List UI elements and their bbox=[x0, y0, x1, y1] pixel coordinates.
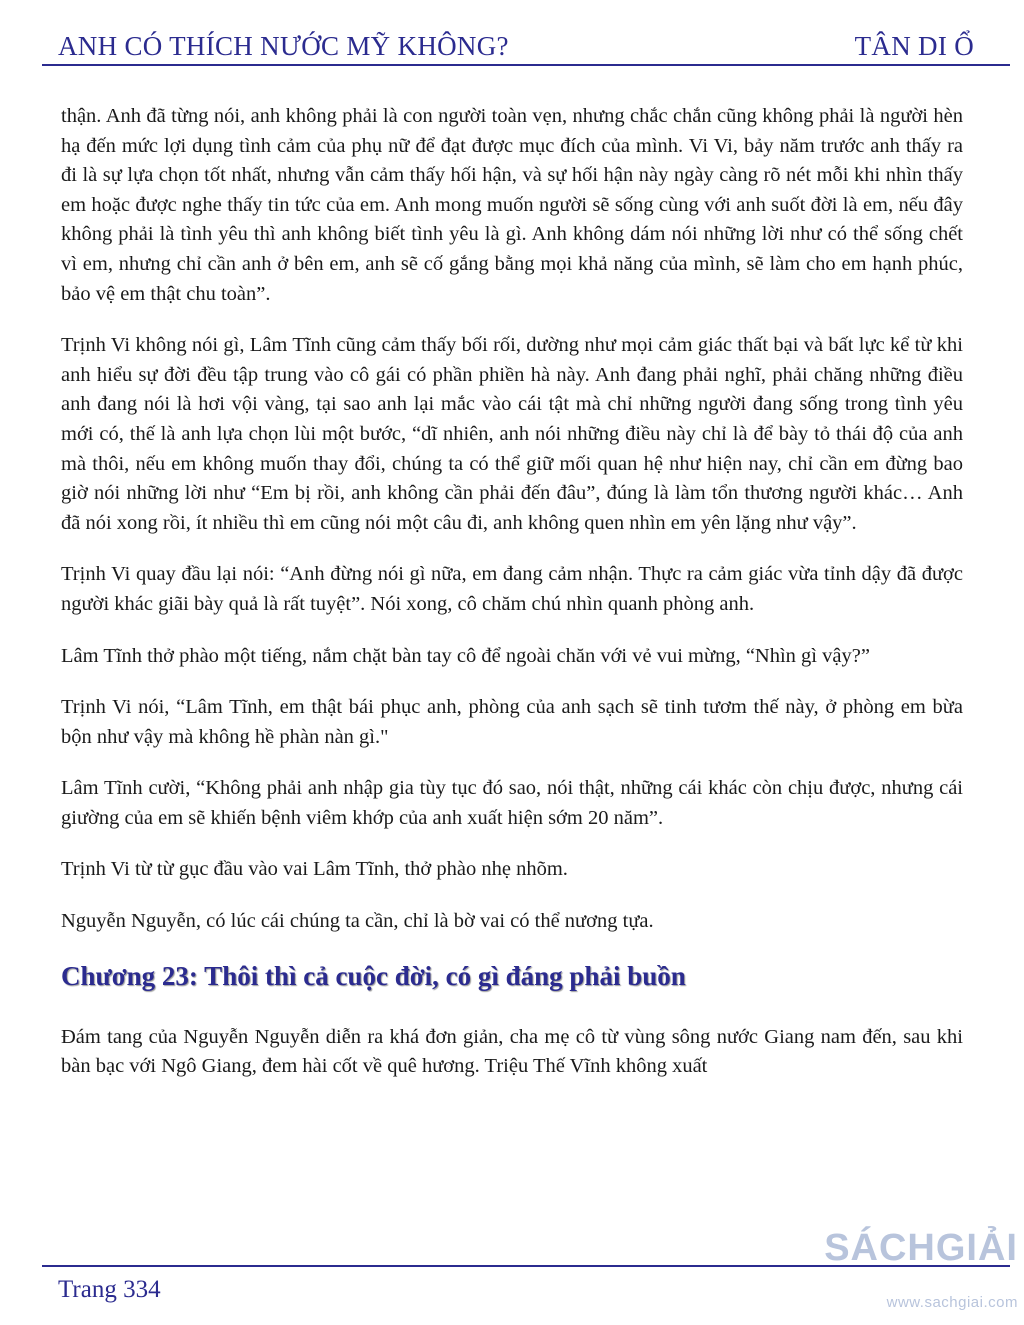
watermark-url: www.sachgiai.com bbox=[886, 1294, 1018, 1311]
paragraph: Lâm Tĩnh cười, “Không phải anh nhập gia tùy tục đó sao, nói thật, những cái khác còn chịu được, nhưng cái giường của em sẽ khiến bệnh viêm khớp của anh xuất hiện sớm 20 năm”. bbox=[61, 777, 963, 829]
paragraph: Nguyễn Nguyễn, có lúc cái chúng ta cần, chỉ là bờ vai có thể nương tựa. bbox=[61, 910, 654, 933]
page-body bbox=[61, 102, 963, 1104]
watermark-brand: SÁCHGIẢI bbox=[824, 1227, 1018, 1269]
chapter-heading: Chương 23: Thôi thì cả cuộc đời, có gì đáng phải buồn bbox=[61, 960, 686, 991]
watermark-logo bbox=[818, 1228, 1018, 1318]
paragraph: Trịnh Vi từ từ gục đầu vào vai Lâm Tĩnh, thở phào nhẹ nhõm. bbox=[61, 858, 568, 881]
paragraph: Trịnh Vi quay đầu lại nói: “Anh đừng nói gì nữa, em đang cảm nhận. Thực ra cảm giác vừa tỉnh dậy đã được người khác giãi bày quả là rất tuyệt”. Nói xong, cô chăm chú nhìn quanh phòng anh. bbox=[61, 563, 963, 615]
paragraph: Đám tang của Nguyễn Nguyễn diễn ra khá đơn giản, cha mẹ cô từ vùng sông nước Giang nam đến, sau khi bàn bạc với Ngô Giang, đem hài cốt về quê hương. Triệu Thế Vĩnh không xuất bbox=[61, 1025, 963, 1078]
paragraph: thận. Anh đã từng nói, anh không phải là con người toàn vẹn, nhưng chắc chắn cũng không phải là người hèn hạ đến mức lợi dụng tình cảm của phụ nữ để đạt được mục đích của mình. Vi Vi, bảy năm trước anh thấy ra đi là sự lựa chọn tốt nhất, nhưng vẫn cảm thấy hối hận, và sự hối hận này ngày càng rõ nét mỗi khi nhìn thấy em hoặc được nghe thấy tin tức của em. Anh mong muốn người sẽ sống cùng với anh suốt đời là em, nếu đây không phải là tình yêu thì anh không biết tình yêu là gì. Anh không dám nói những lời như có thể sống chết vì em, nhưng chỉ cần anh ở bên em, anh sẽ cố gắng bằng mọi khả năng của mình, sẽ làm cho em hạnh phúc, bảo vệ em thật chu toàn”. bbox=[61, 105, 963, 305]
page-header bbox=[58, 22, 974, 62]
paragraph: Lâm Tĩnh thở phào một tiếng, nắm chặt bàn tay cô để ngoài chăn với vẻ vui mừng, “Nhìn gì vậy?” bbox=[61, 644, 870, 667]
paragraph: Trịnh Vi nói, “Lâm Tĩnh, em thật bái phục anh, phòng của anh sạch sẽ tinh tươm thế này, ở phòng em bừa bộn như vậy mà không hề phàn nàn gì." bbox=[61, 696, 963, 748]
book-title: ANH CÓ THÍCH NƯỚC MỸ KHÔNG? bbox=[58, 31, 509, 61]
author-name: TÂN DI Ổ bbox=[854, 31, 974, 61]
header-divider bbox=[42, 64, 1010, 66]
page-number: Trang 334 bbox=[58, 1276, 161, 1303]
paragraph: Trịnh Vi không nói gì, Lâm Tĩnh cũng cảm thấy bối rối, dường như mọi cảm giác thất bại và bất lực kể từ khi anh hiểu sự đời đều tập trung vào cô gái có phần phiền hà này. Anh đang phải nghĩ, phải chăng những điều anh đang nói là hơi vội vàng, tại sao anh lại mắc vào cái tật mà chỉ những người đang sống trong tình yêu mới có, thế là anh lựa chọn lùi một bước, “dĩ nhiên, anh nói những điều này chỉ là để bày tỏ thái độ của anh mà thôi, nếu em không muốn thay đổi, chúng ta có thể giữ mối quan hệ như hiện nay, chỉ cần em đừng bao giờ nói những lời như “Em bị rồi, anh không cần phải đến đâu”, đúng là làm tổn thương người khác… Anh đã nói xong rồi, ít nhiều thì em cũng nói một câu đi, anh không quen nhìn em yên lặng như vậy”. bbox=[61, 334, 963, 534]
